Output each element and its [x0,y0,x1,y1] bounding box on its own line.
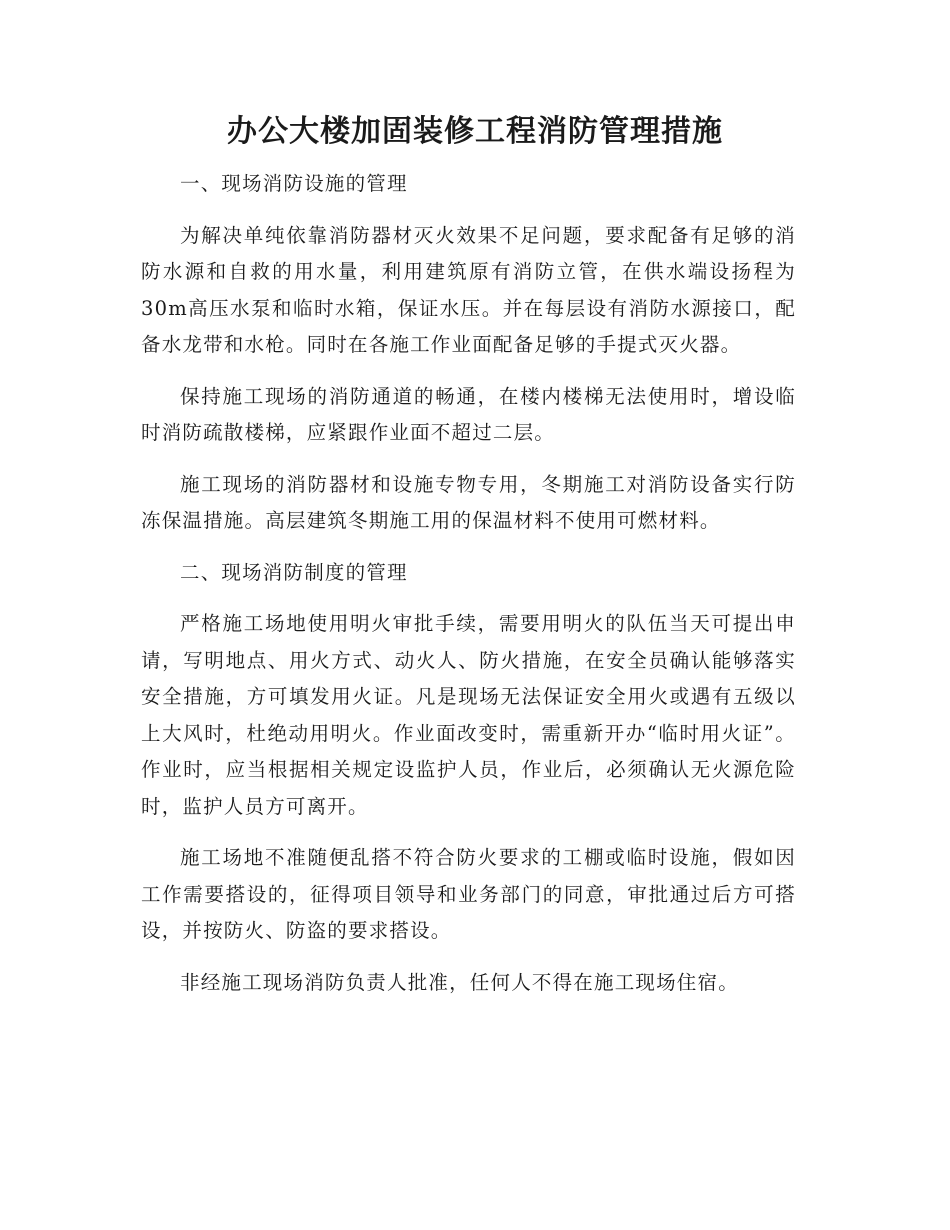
section-heading-regulations: 二、现场消防制度的管理 [180,560,408,584]
paragraph-accommodation: 非经施工现场消防负责人批准，任何人不得在施工现场住宿。 [180,970,739,994]
paragraph-water-supply: 为解决单纯依靠消防器材灭火效果不足问题，要求配备有足够的消防水源和自救的用水量，利用建筑原有消防立管，在供水端设扬程为30m高压水泵和临时水箱，保证水压。并在每层设有消防水源接口，配备水龙带和水枪。同时在各施工作业面配备足够的手提式灭火器。 [141,223,796,356]
paragraph-open-fire-approval: 严格施工场地使用明火审批手续，需要用明火的队伍当天可提出申请，写明地点、用火方式、动火人、防火措施，在安全员确认能够落实安全措施，方可填发用火证。凡是现场无法保证安全用火或遇有五级以上大风时，杜绝动用明火。作业面改变时，需重新开办“临时用火证”。作业时，应当根据相关规定设监护人员，作业后，必须确认无火源危险时，监护人员方可离开。 [141,612,796,818]
paragraph-temporary-sheds: 施工场地不准随便乱搭不符合防火要求的工棚或临时设施，假如因工作需要搭设的，征得项目领导和业务部门的同意，审批通过后方可搭设，并按防火、防盗的要求搭设。 [141,846,796,942]
paragraph-equipment: 施工现场的消防器材和设施专物专用，冬期施工对消防设备实行防冻保温措施。高层建筑冬期施工用的保温材料不使用可燃材料。 [141,472,796,532]
section-heading-facilities: 一、现场消防设施的管理 [180,172,408,195]
paragraph-fire-passage: 保持施工现场的消防通道的畅通，在楼内楼梯无法使用时，增设临时消防疏散楼梯，应紧跟作业面不超过二层。 [141,384,796,444]
document-title: 办公大楼加固装修工程消防管理措施 [227,114,723,149]
document-body [141,166,796,1016]
